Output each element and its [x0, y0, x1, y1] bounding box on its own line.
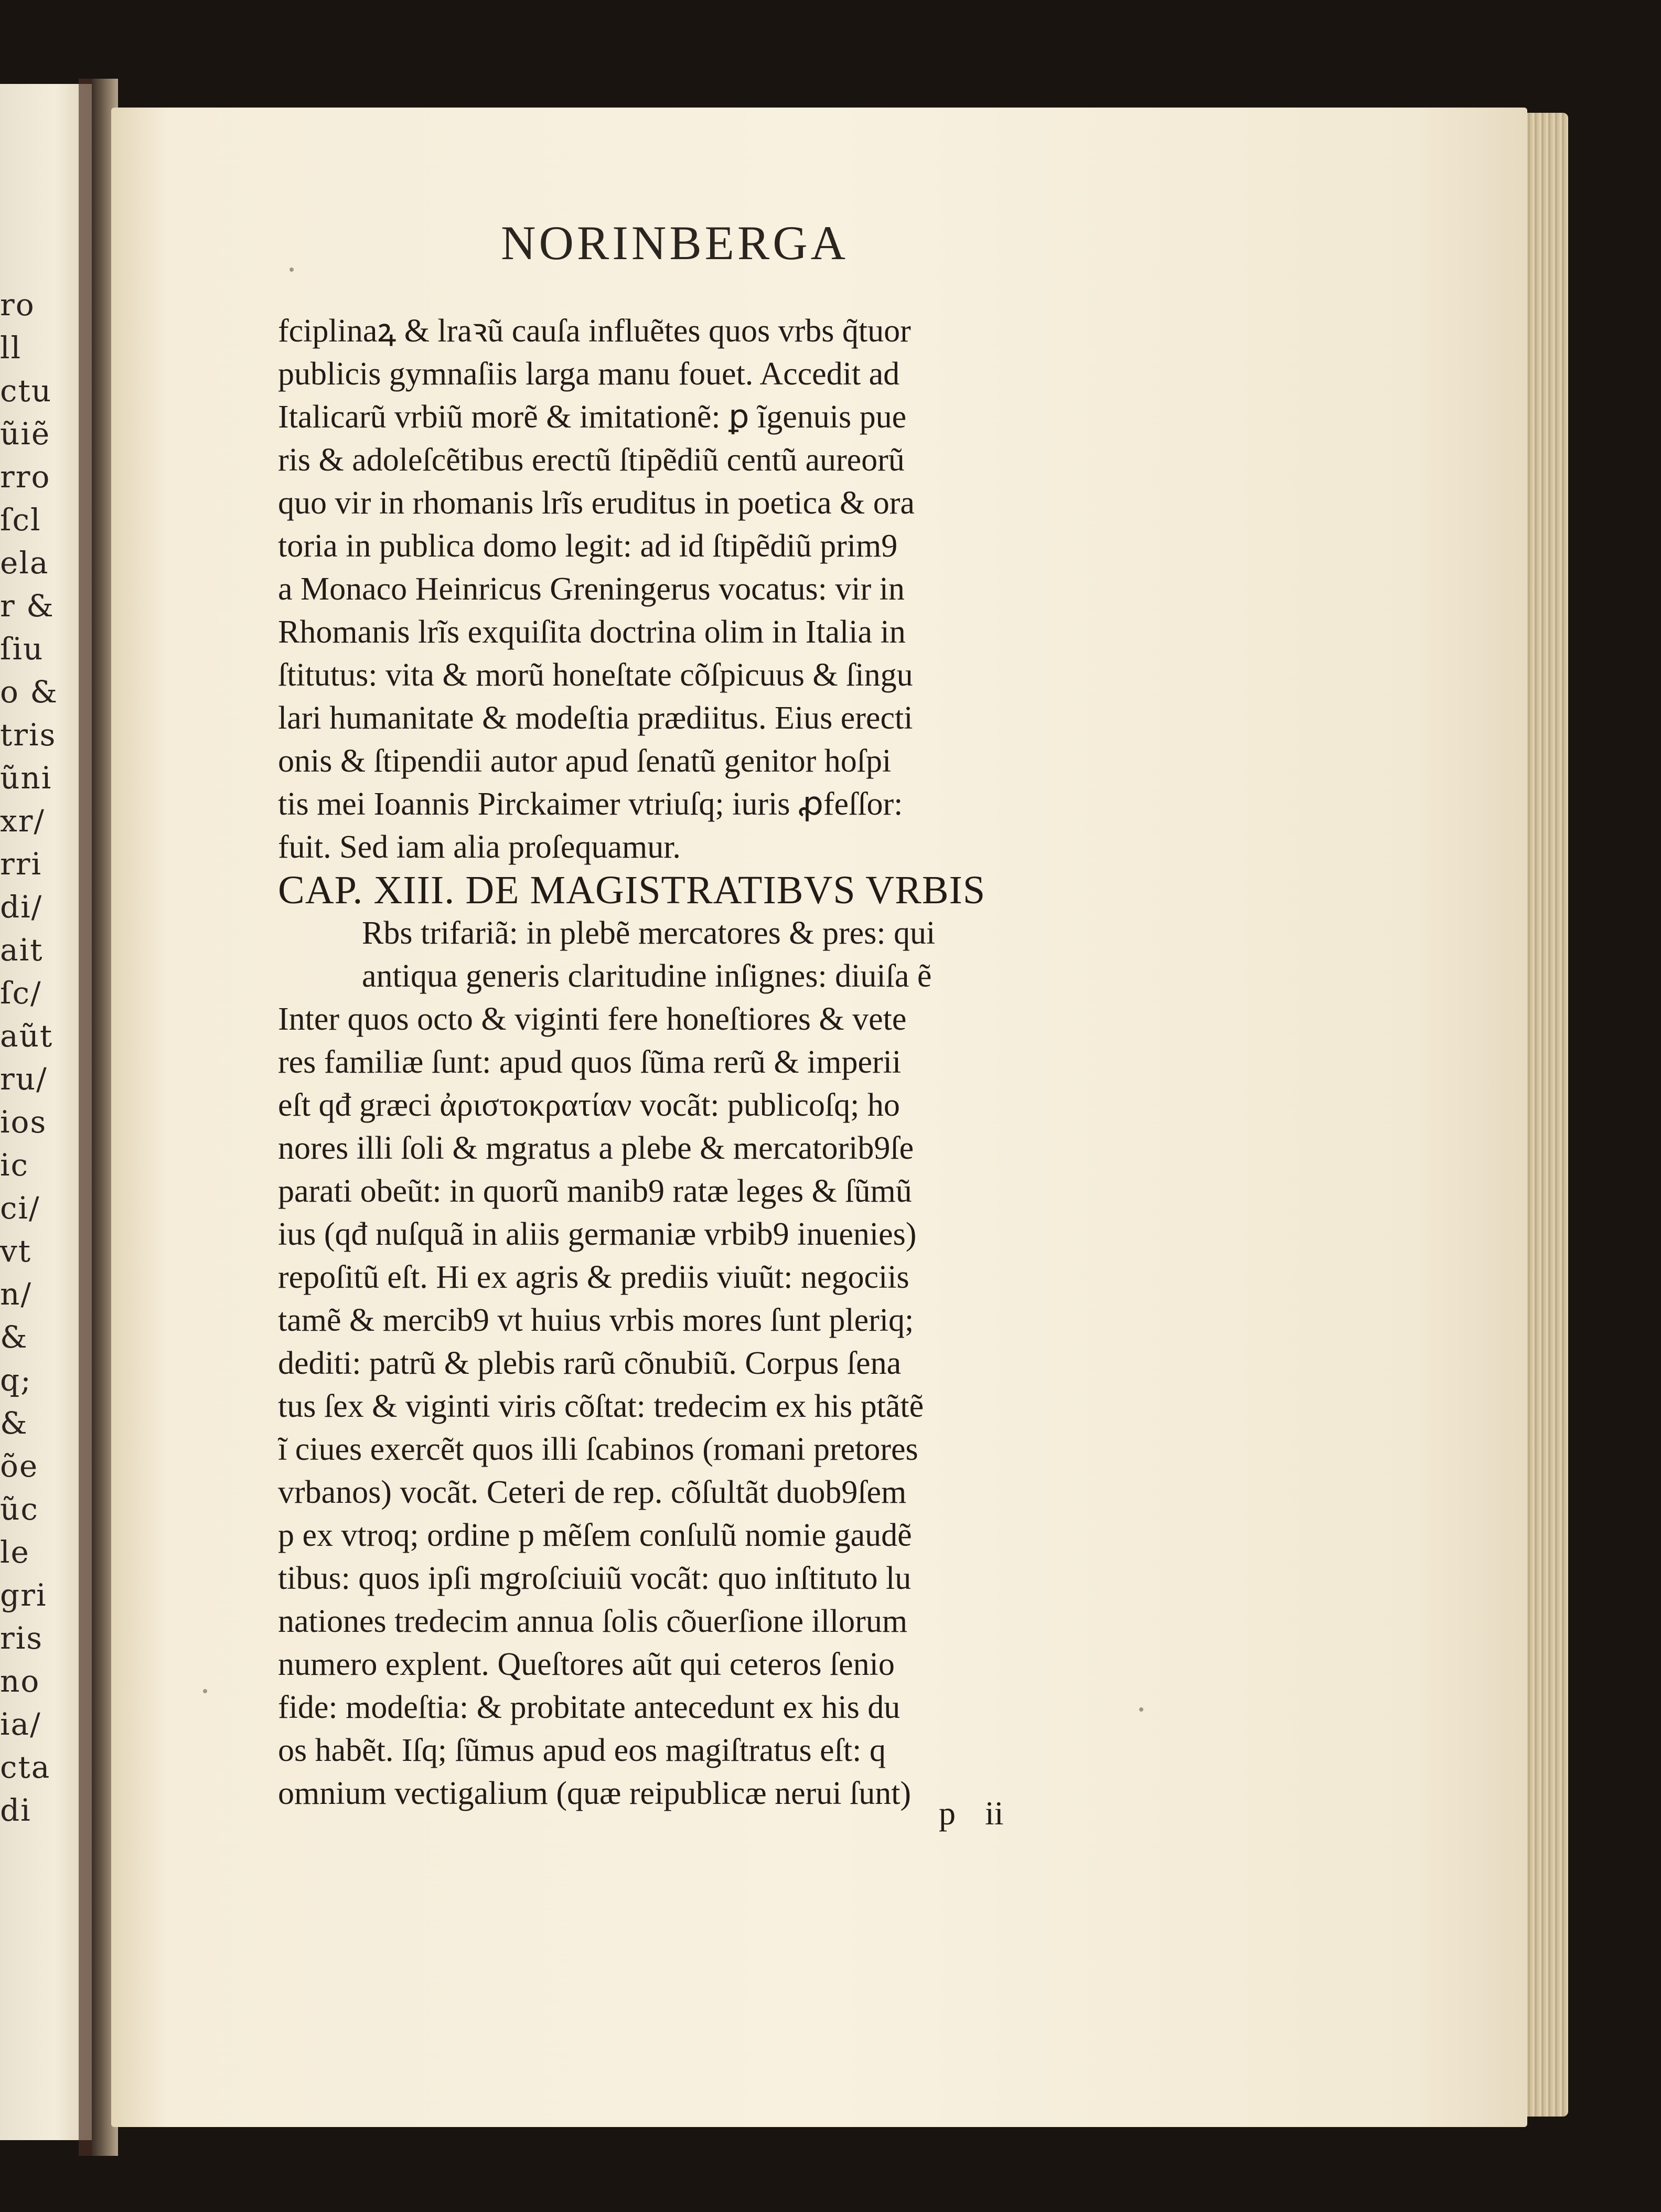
left-page-fragment: ru/ [0, 1061, 48, 1097]
left-page-fragment: ci/ [0, 1190, 40, 1226]
left-page-fragment: ia/ [0, 1706, 41, 1742]
text-line: nationes tredecim annua ſolis cõuerſione illorum [278, 1604, 908, 1639]
left-page-fragment: vt [0, 1233, 32, 1269]
text-line: tibus: quos ipſi mgroſciuiũ vocãt: quo inſtituto lu [278, 1561, 912, 1596]
chapter-heading: CAP. XIII. DE MAGISTRATIBVS VRBIS [278, 869, 986, 912]
text-line: ſtitutus: vita & morũ honeſtate cõſpicuus & ſingu [278, 657, 913, 693]
text-line: vrbanos) vocãt. Ceteri de rep. cõſultãt duob9ſem [278, 1474, 907, 1510]
left-page-fragment: rro [0, 459, 51, 495]
text-line: dediti: patrũ & plebis rarũ cõnubiũ. Corpus ſena [278, 1345, 902, 1381]
text-line: tamẽ & mercib9 vt huius vrbis mores ſunt pleriq; [278, 1302, 914, 1338]
text-line: quo vir in rhomanis lrĩs eruditus in poetica & ora [278, 485, 915, 521]
signature-mark: p ii [939, 1794, 1004, 1832]
left-page-fragment: & [0, 1319, 28, 1355]
left-page-fragment: õe [0, 1448, 39, 1484]
left-page-fragment: ll [0, 330, 22, 366]
text-line: tus ſex & viginti viris cõſtat: tredecim ex his ptãtẽ [278, 1388, 924, 1424]
left-page-fragment: ela [0, 545, 49, 581]
left-page-fragment: q; [0, 1362, 32, 1398]
text-line: lari humanitate & modeſtia prædiitus. Eius erecti [278, 700, 913, 736]
text-line: res familiæ ſunt: apud quos ſũma rerũ & imperii [278, 1044, 902, 1080]
paper-speck [1139, 1707, 1143, 1712]
main-text-block [278, 309, 1096, 1815]
left-page-fragment: ũni [0, 760, 52, 796]
left-page-fragment: rri [0, 846, 42, 882]
text-line: os habẽt. Iſq; ſũmus apud eos magiſtratus eſt: q [278, 1733, 886, 1768]
text-line: parati obeũt: in quorũ manib9 ratæ leges & ſũmũ [278, 1173, 912, 1209]
left-page-fragment: ro [0, 287, 35, 323]
left-page-fragment: xr/ [0, 803, 45, 839]
text-line: fide: modeſtia: & probitate antecedunt ex his du [278, 1690, 901, 1725]
text-line: antiqua generis claritudine inſignes: diuiſa ẽ [362, 958, 932, 994]
left-page-fragment: gri [0, 1577, 47, 1613]
text-line: repoſitũ eſt. Hi ex agris & prediis viuũt: negociis [278, 1259, 909, 1295]
text-line: eſt qđ græci ἀριστοκρατίαν vocãt: publicoſq; ho [278, 1087, 900, 1123]
left-page-fragment: ũiẽ [0, 416, 51, 452]
text-line: Rbs trifariã: in plebẽ mercatores & pres: qui [362, 915, 936, 951]
left-page-fragment: aũt [0, 1018, 53, 1054]
left-page-fragment: ſc/ [0, 975, 42, 1011]
text-line: ris & adoleſcẽtibus erectũ ſtipẽdiũ centũ aureorũ [278, 442, 905, 478]
text-line: ĩ ciues exercẽt quos illi ſcabinos (romani pretores [278, 1431, 918, 1467]
left-page-fragment: cta [0, 1749, 51, 1785]
left-page-fragment: r & [0, 588, 55, 624]
left-page-fragment: di [0, 1792, 31, 1828]
left-page-fragment: ic [0, 1147, 29, 1183]
left-page-fragment: di/ [0, 889, 43, 925]
left-page-fragment: ũc [0, 1491, 39, 1527]
running-head: NORINBERGA [501, 216, 849, 270]
text-line: Rhomanis lrĩs exquiſita doctrina olim in Italia in [278, 614, 906, 650]
text-line: omnium vectigalium (quæ reipublicæ nerui ſunt) [278, 1776, 912, 1811]
text-line: a Monaco Heinricus Greningerus vocatus: vir in [278, 571, 905, 607]
left-page-fragment: tris [0, 717, 57, 753]
text-line: nores illi ſoli & mgratus a plebe & mercatorib9ſe [278, 1130, 914, 1166]
left-page-fragment: o & [0, 674, 58, 710]
text-line: toria in publica domo legit: ad id ſtipẽdiũ prim9 [278, 528, 898, 564]
paper-speck [290, 268, 294, 272]
left-page-fragment: ris [0, 1620, 44, 1656]
text-line: publicis gymnaſiis larga manu fouet. Accedit ad [278, 356, 900, 392]
left-page-fragment: & [0, 1405, 28, 1441]
paper-speck [203, 1689, 207, 1693]
text-line: Italicarũ vrbiũ morẽ & imitationẽ: ꝑ ĩgenuis pue [278, 399, 907, 435]
left-page-fragment: n/ [0, 1276, 32, 1312]
left-page-fragment: ait [0, 932, 44, 968]
text-line: fuit. Sed iam alia proſequamur. [278, 829, 681, 865]
left-page-fragment: ſcl [0, 502, 41, 538]
text-line: fciplinaꝝ & lraꝛũ cauſa influẽtes quos vrbs q̃tuor [278, 313, 911, 349]
left-page-fragment: no [0, 1663, 40, 1699]
left-page-fragment: ios [0, 1104, 47, 1140]
text-line: numero explent. Queſtores aũt qui ceteros ſenio [278, 1647, 895, 1682]
text-line: p ex vtroq; ordine p mẽſem conſulũ nomie gaudẽ [278, 1518, 912, 1553]
text-line: onis & ſtipendii autor apud ſenatũ genitor hoſpi [278, 743, 892, 779]
text-line: tis mei Ioannis Pirckaimer vtriuſq; iuris ꝓfeſſor: [278, 786, 903, 822]
text-line: Inter quos octo & viginti fere honeſtiores & vete [278, 1001, 907, 1037]
left-page-fragment: le [0, 1534, 30, 1570]
text-line: ius (qđ nuſquã in aliis germaniæ vrbib9 inuenies) [278, 1216, 917, 1252]
left-page-fragment: ſiu [0, 631, 44, 667]
left-page-text-fragments [0, 283, 92, 1832]
left-page-fragment: ctu [0, 373, 52, 409]
left-facing-page [0, 84, 92, 2140]
